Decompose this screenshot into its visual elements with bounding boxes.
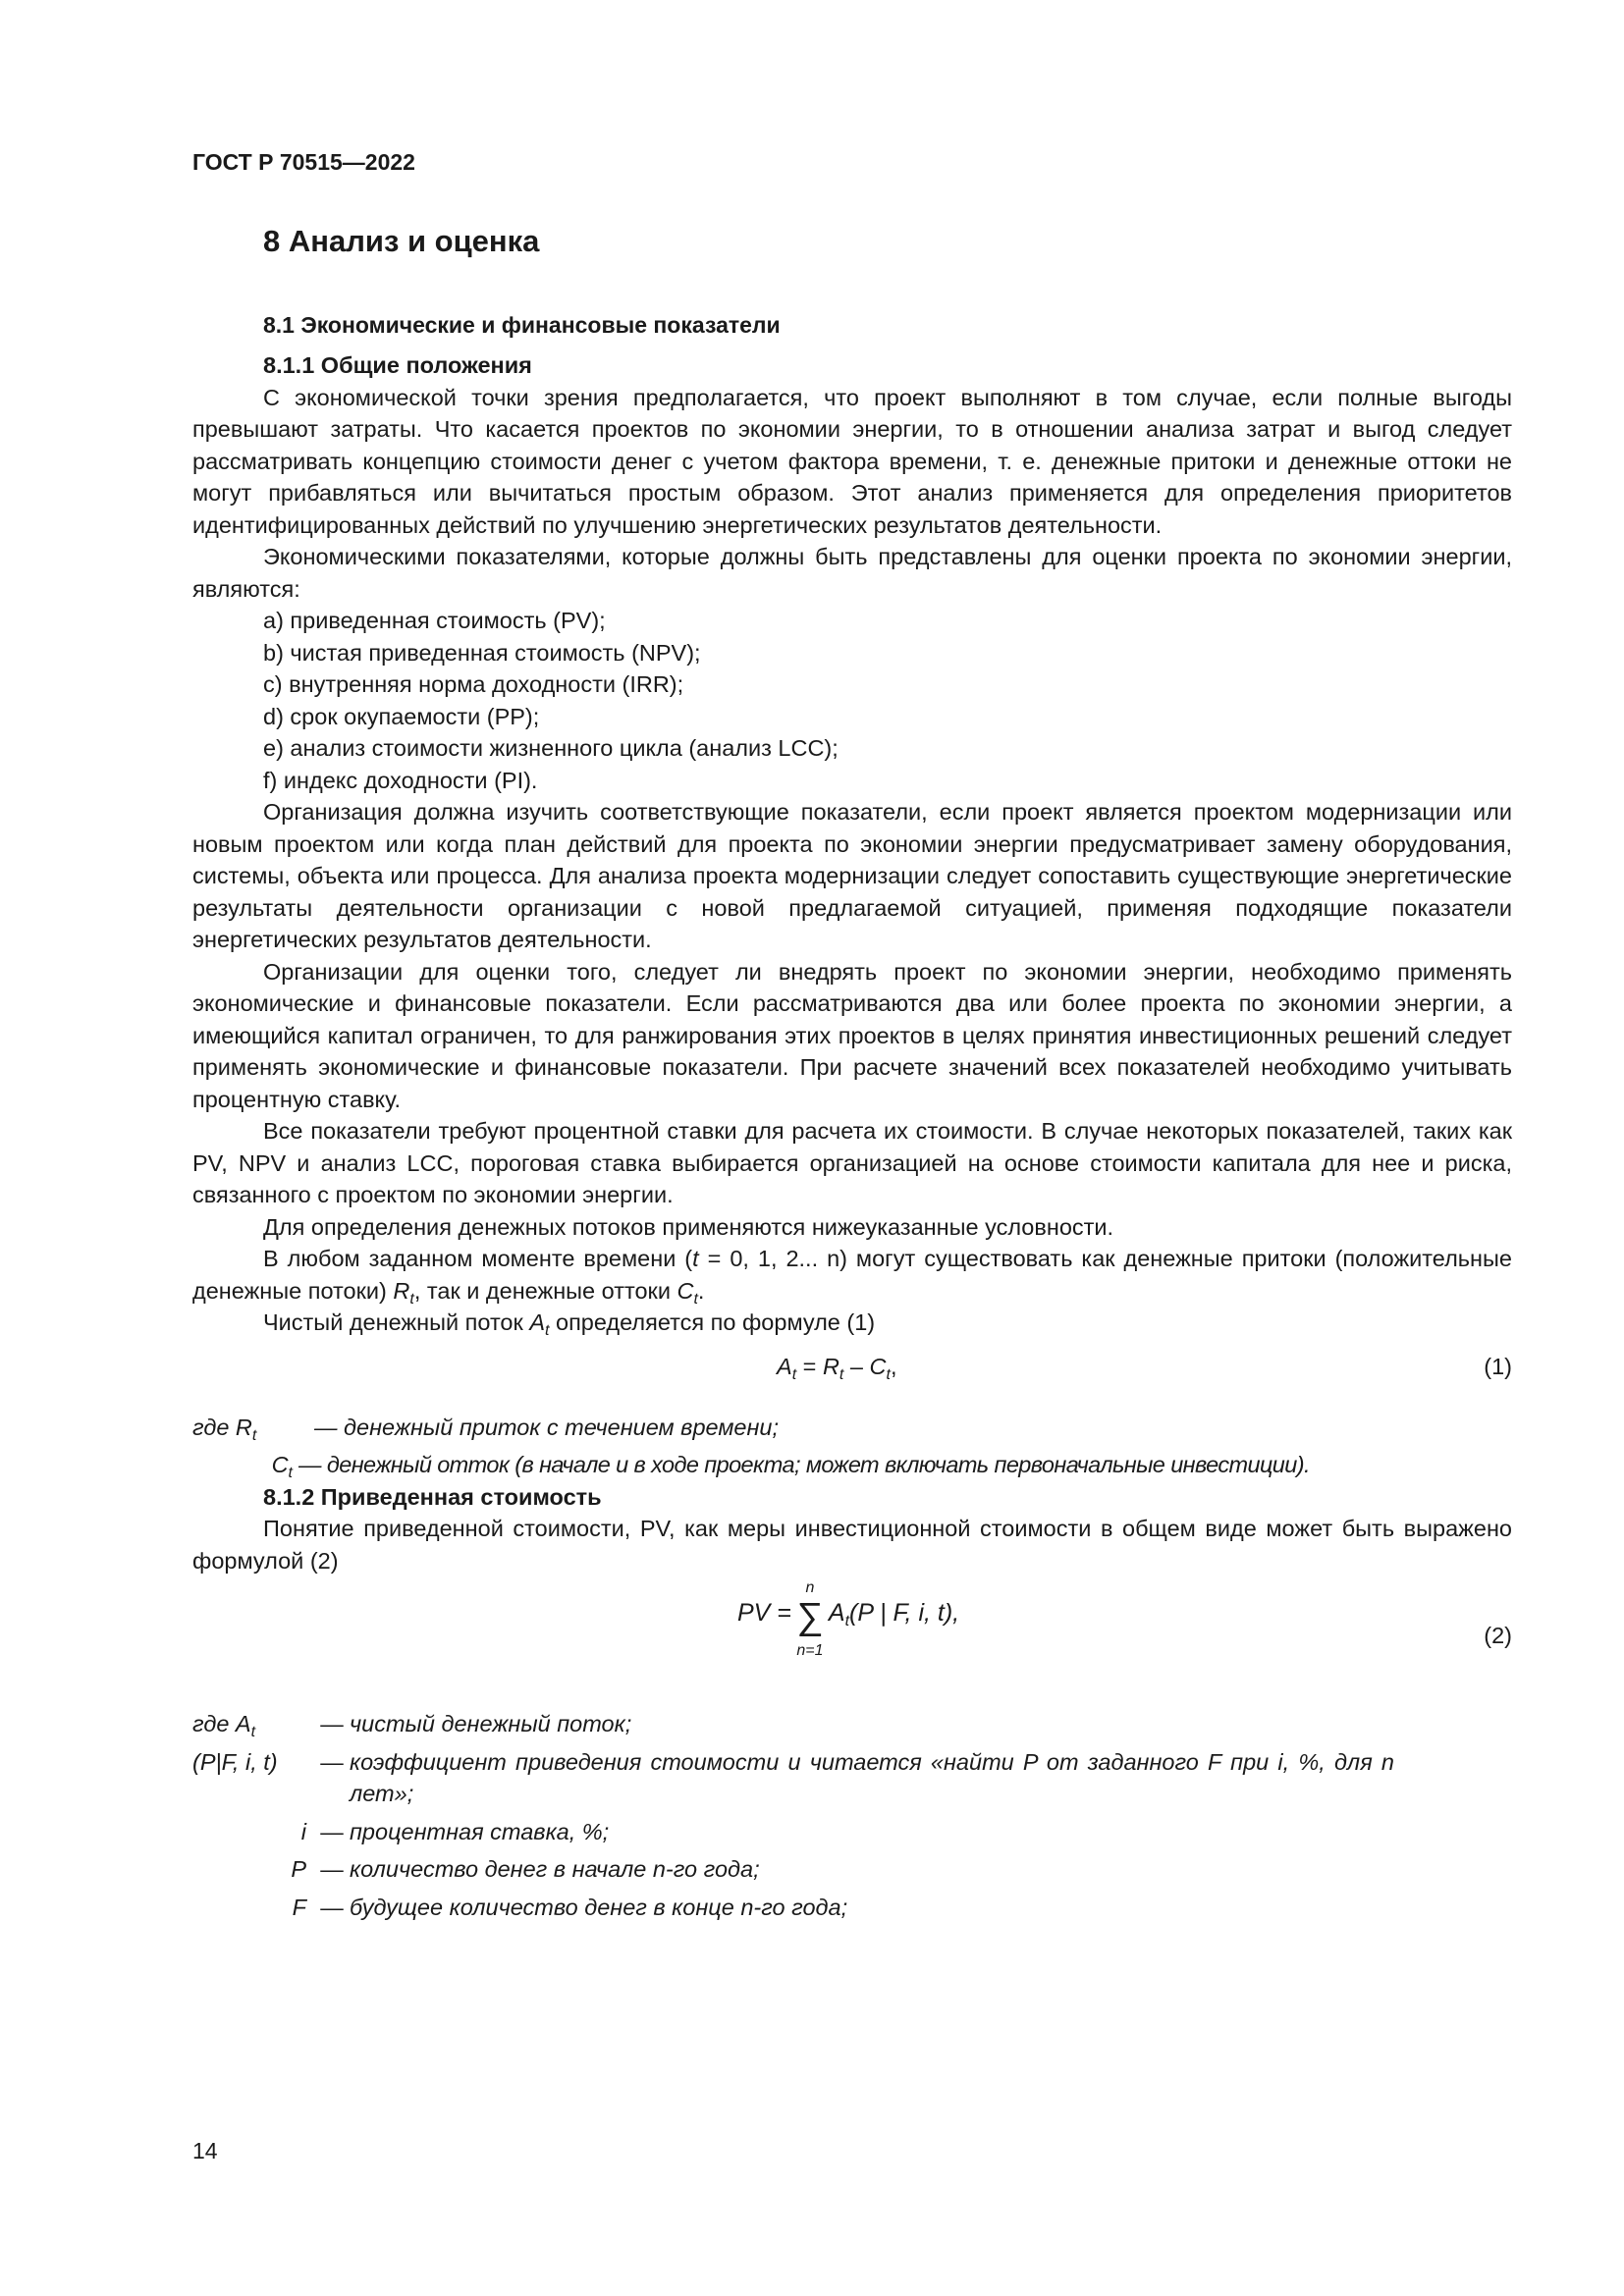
- where-list: [192, 1708, 1512, 1923]
- where-item: $C_t$ — денежный отток (в начале и в ходе проекта; может включать первоначальные инвестиции).: [271, 1452, 1310, 1481]
- where-item: i — процентная ставка, %;: [300, 1818, 610, 1844]
- list-item: a) приведенная стоимость (PV);: [263, 608, 606, 633]
- paragraph: В любом заданном моменте времени (t = 0, 1, 2... n) могут существовать как денежные притоки (положительные денежные потоки) $R_t$, так и денежные оттоки $C_t$.: [192, 1246, 1512, 1308]
- paragraph: Организации для оценки того, следует ли внедрять проект по экономии энергии, необходимо применять экономические и финансовые показатели. Если рассматриваются два или более проекта по экономии энергии, а имеющийся капитал ограничен, то для ранжирования этих проектов в целях принятия инвестиционных решений следует применять экономические и финансовые показатели. При расчете значений всех показателей необходимо учитывать процентную ставку.: [192, 958, 1512, 1112]
- list-item: f) индекс доходности (PI).: [263, 767, 538, 793]
- formula-1: [192, 1339, 1512, 1408]
- where-item: где $R_t$ — денежный приток с течением времени;: [192, 1414, 780, 1444]
- list-item: c) внутренняя норма доходности (IRR);: [263, 671, 684, 697]
- formula-2-number: (2): [1484, 1623, 1512, 1648]
- list-item: b) чистая приведенная стоимость (NPV);: [263, 639, 701, 666]
- paragraph: Все показатели требуют процентной ставки для расчета их стоимости. В случае некоторых показателей, таких как PV, NPV и анализ LCC, пороговая ставка выбирается организацией на основе стоимости капитала для нее и риска, связанного с проектом по экономии энергии.: [192, 1118, 1512, 1207]
- paragraph: Экономическими показателями, которые должны быть представлены для оценки проекта по экономии энергии, являются:: [192, 544, 1512, 602]
- formula-1-number: (1): [1484, 1353, 1512, 1379]
- subsection-title: 8.1 Экономические и финансовые показатели: [263, 312, 781, 338]
- formula-1-expression: $A_t = R_t - C_t$,: [777, 1353, 897, 1383]
- sum-symbol: n ∑ n=1: [796, 1579, 824, 1659]
- section-title: 8 Анализ и оценка: [263, 224, 540, 258]
- paragraph: Чистый денежный поток $A_t$ определяется по формуле (1): [263, 1309, 876, 1339]
- subsection-8-1-2-title: 8.1.2 Приведенная стоимость: [263, 1483, 602, 1510]
- formula-2-expression: PV = n ∑ n=1 $A_t(P$ | F, i, t),: [737, 1579, 960, 1659]
- subsection-8-1-1-title: 8.1.1 Общие положения: [263, 352, 532, 378]
- paragraph: С экономической точки зрения предполагается, что проект выполняют в том случае, если полные выгоды превышают затраты. Что касается проектов по экономии энергии, то в отношении анализа затрат и выгод следует рассматривать концепцию стоимости денег с учетом фактора времени, т. е. денежные притоки и денежные оттоки не могут прибавляться или вычитаться простым образом. Этот анализ применяется для определения приоритетов идентифицированных действий по улучшению энергетических результатов деятельности.: [192, 384, 1512, 538]
- where-item: (P|F, i, t) — коэффициент приведения стоимости и читается «найти P от заданного F при i, %, для n лет»;: [192, 1748, 1394, 1806]
- paragraph: Организация должна изучить соответствующие показатели, если проект является проектом модернизации или новым проектом или когда план действий для проекта по экономии энергии предусматривает замену оборудования, системы, объекта или процесса. Для анализа проекта модернизации следует сопоставить существующие энергетические результаты деятельности организации с новой предлагаемой ситуацией, применяя подходящие показатели энергетических результатов деятельности.: [192, 799, 1512, 952]
- standard-header: ГОСТ Р 70515—2022: [192, 149, 415, 175]
- paragraph: Для определения денежных потоков применяются нижеуказанные условности.: [263, 1213, 1114, 1240]
- page-number: 14: [192, 2138, 218, 2163]
- list-item: d) срок окупаемости (PP);: [263, 703, 540, 729]
- list-item: e) анализ стоимости жизненного цикла (анализ LCC);: [263, 735, 839, 761]
- body-text: [192, 349, 1512, 1929]
- where-item: P — количество денег в начале n-го года;: [291, 1856, 760, 1882]
- where-item: где $A_t$ — чистый денежный поток;: [192, 1711, 632, 1740]
- formula-2: [192, 1576, 1512, 1702]
- paragraph: Понятие приведенной стоимости, PV, как меры инвестиционной стоимости в общем виде может быть выражено формулой (2): [192, 1516, 1512, 1574]
- where-item: F — будущее количество денег в конце n-го года;: [292, 1894, 848, 1920]
